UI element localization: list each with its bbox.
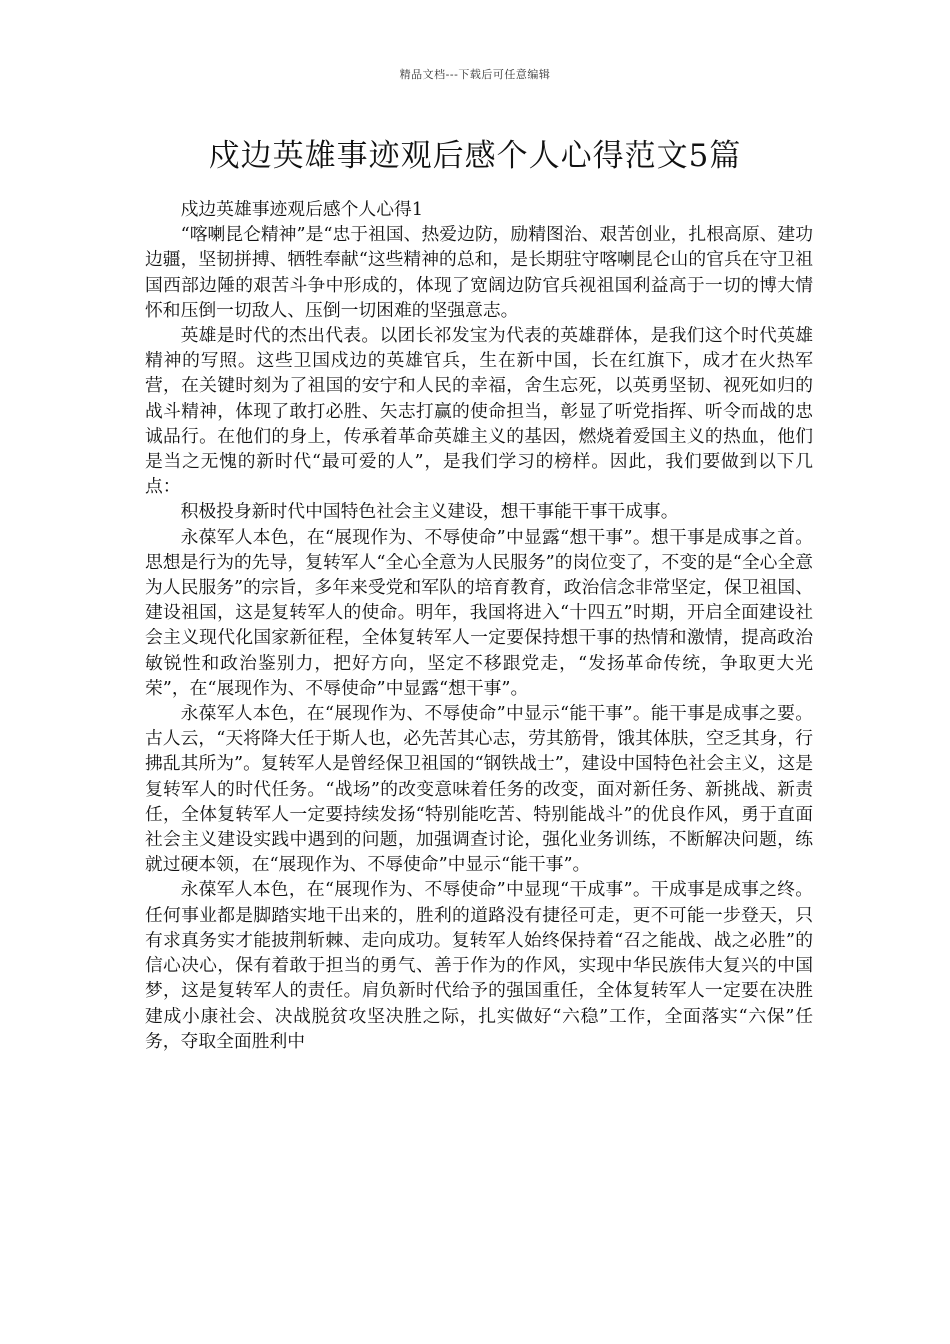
- paragraph: 永葆军人本色，在“展现作为、不辱使命”中显露“想干事”。想干事是成事之首。思想是行为的先导，复转军人“全心全意为人民服务”的岗位变了，不变的是“全心全意为人民服务”的宗旨，多年来受党和军队的培育教育，政治信念非常坚定，保卫祖国、建设祖国，这是复转军人的使命。明年，我国将进入“十四五”时期，开启全面建设社会主义现代化国家新征程，全体复转军人一定要保持想干事的热情和激情，提高政治敏锐性和政治鉴别力，把好方向，坚定不移跟党走，“发扬革命传统，争取更大光荣”，在“展现作为、不辱使命”中显露“想干事”。: [145, 526, 813, 699]
- paragraph: “喀喇昆仑精神”是“忠于祖国、热爱边防，励精图治、艰苦创业，扎根高原、建功边疆，坚韧拼搏、牺牲奉献“这些精神的总和，是长期驻守喀喇昆仑山的官兵在守卫祖国西部边陲的艰苦斗争中形成的，体现了宽阔边防官兵视祖国利益高于一切的博大情怀和压倒一切敌人、压倒一切困难的坚强意志。: [145, 224, 813, 321]
- paragraph: 永葆军人本色，在“展现作为、不辱使命”中显示“能干事”。能干事是成事之要。古人云，“天将降大任于斯人也，必先苦其心志，劳其筋骨，饿其体肤，空乏其身，行拂乱其所为”。复转军人是曾经保卫祖国的“钢铁战士”，建设中国特色社会主义，这是复转军人的时代任务。“战场”的改变意味着任务的改变，面对新任务、新挑战、新责任，全体复转军人一定要持续发扬“特别能吃苦、特别能战斗”的优良作风，勇于直面社会主义建设实践中遇到的问题，加强调查讨论，强化业务训练，不断解决问题，练就过硬本领，在“展现作为、不辱使命”中显示“能干事”。: [145, 703, 813, 876]
- paragraph: 永葆军人本色，在“展现作为、不辱使命”中显现“干成事”。干成事是成事之终。任何事业都是脚踏实地干出来的，胜利的道路没有捷径可走，更不可能一步登天，只有求真务实才能披荆斩棘、走向成功。复转军人始终保持着“召之能战、战之必胜”的信心决心，保有着敢于担当的勇气、善于作为的作风，实现中华民族伟大复兴的中国梦，这是复转军人的责任。肩负新时代给予的强国重任，全体复转军人一定要在决胜建成小康社会、决战脱贫攻坚决胜之际，扎实做好“六稳”工作，全面落实“六保”任务，夺取全面胜利中: [145, 879, 813, 1052]
- section-heading: 戍边英雄事迹观后感个人心得1: [180, 199, 424, 220]
- document-body: [145, 197, 813, 1054]
- paragraph: 英雄是时代的杰出代表。以团长祁发宝为代表的英雄群体，是我们这个时代英雄精神的写照。这些卫国戍边的英雄官兵，生在新中国，长在红旗下，成才在火热军营，在关键时刻为了祖国的安宁和人民的幸福，舍生忘死，以英勇坚韧、视死如归的战斗精神，体现了敢打必胜、矢志打赢的使命担当，彰显了听党指挥、听令而战的忠诚品行。在他们的身上，传承着革命英雄主义的基因，燃烧着爱国主义的热血，他们是当之无愧的新时代“最可爱的人”，是我们学习的榜样。因此，我们要做到以下几点：: [145, 325, 813, 498]
- header-note: 精品文档---下载后可任意编辑: [399, 68, 551, 81]
- document-title: 戍边英雄事迹观后感个人心得范文5篇: [208, 138, 742, 174]
- paragraph: 积极投身新时代中国特色社会主义建设，想干事能干事干成事。: [180, 501, 679, 523]
